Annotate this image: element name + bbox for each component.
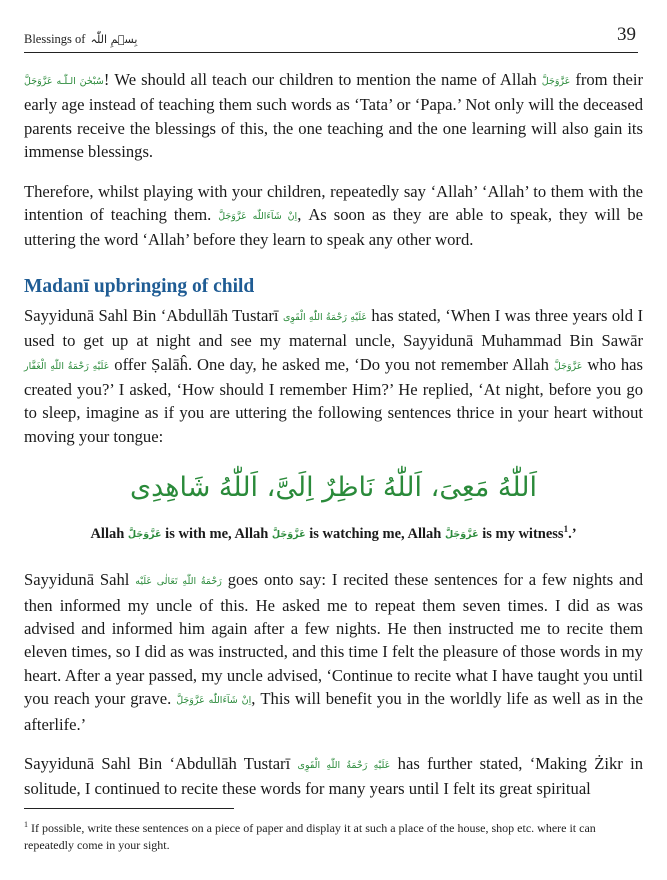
paragraph-text: Sayyidunā Sahl [24, 570, 136, 590]
paragraph-1 [24, 68, 643, 164]
paragraph-text: from their early age instead of teaching them such words as ‘Tata’ or ‘Papa.’ Not only will the deceased parents receive the blessings of this, the one teaching and the one learning will also gain its immense blessings. [24, 70, 644, 162]
paragraph-text: , As soon as they are able to speak, they will be uttering the word ‘Allah’ before they learn to speak any other word. [24, 205, 643, 250]
translation-text: is my witness [478, 526, 564, 543]
paragraph-text: Sayyidunā Sahl Bin ‘Abdullāh Tustarī [24, 753, 298, 773]
arabic-honorific: عَزَّوَجَلَّ [127, 529, 162, 541]
arabic-honorific: عَلَيْهِ رَحْمَةُ اللّٰهِ الْغَفَّار [24, 360, 110, 372]
book-title-text: Blessings of [24, 32, 86, 46]
paragraph-3 [24, 304, 643, 448]
book-title [24, 32, 137, 47]
paragraph-text: goes onto say: I recited these sentences for a few nights and then informed my uncle of this. He asked me to repeat them seven times. I did as was advised and informed him again after a few nights. He then instructed me to recite them eleven times, so I did as was instructed, and this time I felt the pleasure of those words in my heart. After a year passed, my uncle advised, ‘Continue to recite what I have taught you until you reach your grave. [24, 570, 644, 709]
arabic-honorific: اِنْ شَآءَاللّٰه عَزَّوَجَلَّ [218, 211, 298, 223]
paragraph-text: has further stated, ‘Making Żikr in solitude, I continued to recite these words for many years until I felt its great spiritual [24, 753, 643, 799]
arabic-honorific: اِنْ شَآءَاللّٰه عَزَّوَجَلَّ [176, 695, 252, 707]
paragraph-text: Therefore, whilst playing with your children, repeatedly say ‘Allah’ ‘Allah’ to them with the intention of teaching them. [24, 181, 643, 225]
arabic-honorific: رَحْمَةُ اللّٰهِ تَعَالٰى عَلَيْه [135, 576, 222, 588]
arabic-honorific: عَزَّوَجَلَّ [553, 360, 583, 372]
paragraph-5 [24, 752, 643, 801]
footnote-divider [24, 808, 234, 809]
translation-text: is with me, Allah [161, 526, 272, 543]
translation-text: Allah [90, 526, 128, 543]
paragraph-text: who has created you?’ I asked, ‘How should I remember Him?’ He replied, ‘At night, before you go to sleep, imagine as if you are uttering the following sentences thrice in your heart without moving your tongue: [24, 354, 643, 446]
paragraph-text: has stated, ‘When I was three years old I used to get up at night and see my maternal uncle, Sayyidunā Muhammad Bin Sawār [24, 305, 643, 351]
section-heading: Madanī upbringing of child [24, 275, 255, 297]
paragraph-text: offer Ṣalāĥ. One day, he asked me, ‘Do you not remember Allah [109, 354, 554, 374]
arabic-honorific: عَلَيْهِ رَحْمَةُ اللّٰهِ الْقَوِى [297, 759, 391, 771]
arabic-honorific: سُبْحٰنَ الـلّٰـه عَزَّوَجَلَّ [24, 76, 104, 87]
footnote [24, 816, 643, 854]
arabic-honorific: عَلَيْهِ رَحْمَةُ اللّٰهِ الْقَوِى [282, 311, 368, 323]
page-number: 39 [617, 24, 636, 45]
page-body [24, 68, 643, 817]
footnote-number: 1 [24, 820, 28, 829]
arabic-honorific: عَزَّوَجَلَّ [444, 529, 479, 541]
footnote-text: If possible, write these sentences on a piece of paper and display it at such a place of the house, shop etc. where it can repeatedly come in your sight. [24, 821, 596, 852]
paragraph-4 [24, 568, 643, 736]
paragraph-text: Sayyidunā Sahl Bin ‘Abdullāh Tustarī [24, 305, 283, 325]
page-header [24, 26, 638, 53]
arabic-honorific: عَزَّوَجَلَّ [541, 76, 571, 87]
bismillah-calligraphy: بِسۡمِ اللّٰہ [90, 33, 138, 46]
arabic-honorific: عَزَّوَجَلَّ [271, 529, 306, 541]
paragraph-text: , This will benefit you in the worldly life as well as in the afterlife.’ [24, 689, 643, 734]
translation-text: .’ [568, 526, 577, 543]
paragraph-text: ! We should all teach our children to mention the name of Allah [103, 70, 542, 89]
footnote-marker[interactable]: 1 [563, 524, 569, 535]
paragraph-2 [24, 180, 643, 252]
verse-translation [24, 518, 643, 546]
translation-text: is watching me, Allah [305, 526, 445, 543]
arabic-verse: اَللّٰهُ مَعِىَ، اَللّٰهُ نَاظِرٌ اِلَىَّ، اَللّٰهُ شَاهِدِى [129, 472, 538, 504]
